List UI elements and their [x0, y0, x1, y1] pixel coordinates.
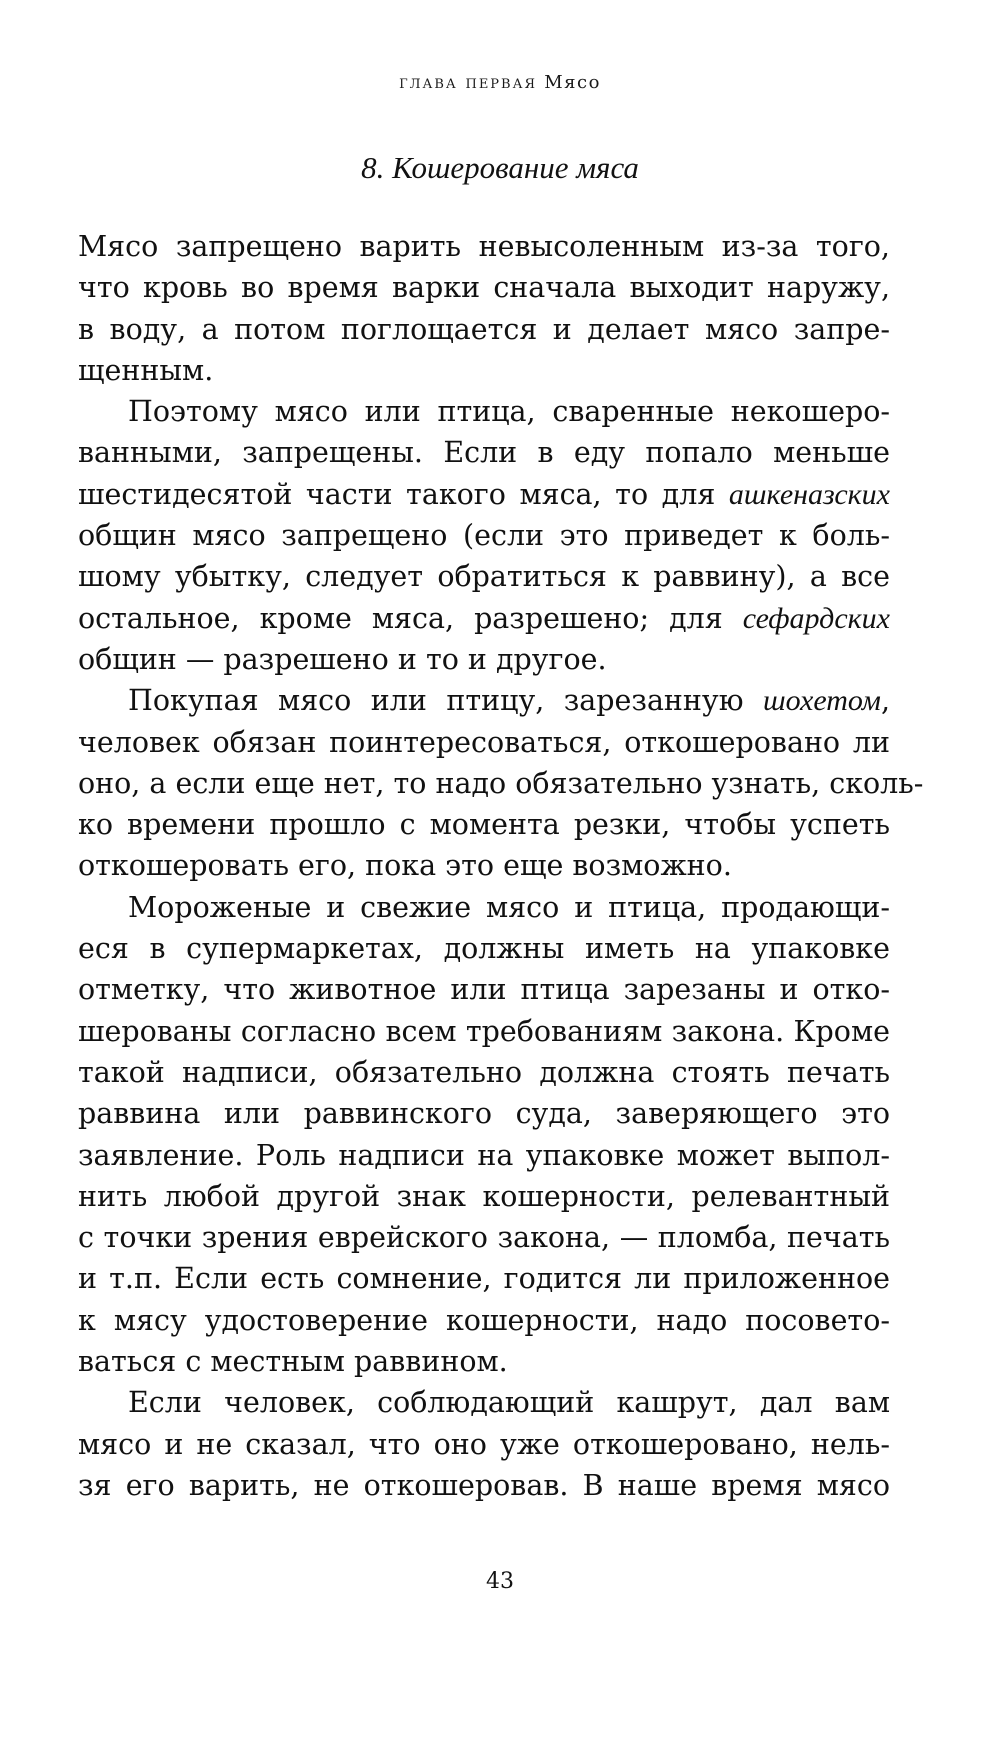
paragraph-4-line-1: Мороженые и свежие мясо и птица, продающи- [128, 890, 890, 924]
paragraph-2-line-3-text: шестидесятой части такого мяса, то для [78, 477, 729, 511]
paragraph-1-line-2: что кровь во время варки сначала выходит наружу, [78, 271, 890, 305]
running-head [0, 72, 1000, 93]
paragraph-3-line-1-comma: , [880, 684, 890, 718]
paragraph-4-line-11: к мясу удостоверение кошерности, надо посовето- [78, 1303, 890, 1337]
italic-term-ashkenazi: ашкеназских [728, 477, 890, 511]
section-title: 8. Кошерование мяса [361, 150, 639, 185]
italic-term-shochet: шохетом [762, 684, 881, 718]
paragraph-2-line-5: шому убытку, следует обратиться к раввину), а все [78, 560, 890, 594]
running-head-chapter-title: Мясо [544, 72, 601, 93]
paragraph-5-line-1: Если человек, соблюдающий кашрут, дал вам [128, 1386, 890, 1420]
paragraph-3-line-4: ко времени прошло с момента резки, чтобы успеть [78, 808, 890, 842]
paragraph-1-line-1: Мясо запрещено варить невысоленным из-за того, [78, 230, 890, 263]
paragraph-2-line-1: Поэтому мясо или птица, сваренные некошеро- [128, 395, 890, 429]
body-text [78, 226, 924, 1506]
italic-term-sephardi: сефардских [742, 601, 890, 635]
paragraph-2-line-4: общин мясо запрещено (если это приведет к боль- [78, 519, 890, 553]
paragraph-2-line-7: общин — разрешено и то и другое. [78, 642, 607, 676]
paragraph-1-line-3: в воду, а потом поглощается и делает мясо запре- [78, 312, 890, 346]
paragraph-3-line-5: откошеровать его, пока это еще возможно. [78, 849, 732, 883]
paragraph-4-line-3: отметку, что животное или птица зарезаны и отко- [78, 973, 890, 1007]
paragraph-4-line-10: и т.п. Если есть сомнение, годится ли приложенное [78, 1262, 890, 1296]
paragraph-1-line-4: щенным. [78, 353, 214, 387]
paragraph-5-line-3: зя его варить, не откошеровав. В наше время мясо [78, 1468, 890, 1502]
paragraph-4-line-4: шерованы согласно всем требованиям закона. Кроме [78, 1014, 890, 1048]
paragraph-4-line-12: ваться с местным раввином. [78, 1345, 508, 1379]
running-head-chapter-label: глава первая [399, 72, 537, 93]
paragraph-4-line-6: раввина или раввинского суда, заверяющего это [78, 1097, 890, 1131]
paragraph-2-line-2: ванными, запрещены. Если в еду попало меньше [78, 436, 890, 470]
paragraph-3-line-1-text: Покупая мясо или птицу, зарезанную [128, 684, 763, 718]
paragraph-3-line-2: человек обязан поинтересоваться, откошеровано ли [78, 725, 890, 759]
paragraph-4-line-9: с точки зрения еврейского закона, — пломба, печать [78, 1221, 890, 1255]
paragraph-2-line-3 [78, 474, 890, 515]
paragraph-5-line-2: мясо и не сказал, что оно уже откошеровано, нель- [78, 1427, 890, 1461]
paragraph-2-line-6-text: остальное, кроме мяса, разрешено; для [78, 601, 743, 635]
paragraph-4-line-7: заявление. Роль надписи на упаковке может выпол- [78, 1138, 890, 1172]
paragraph-3-line-1 [78, 680, 890, 721]
paragraph-4-line-2: еся в супермаркетах, должны иметь на упаковке [78, 932, 890, 966]
page-number: 43 [486, 1569, 514, 1594]
paragraph-3-line-3: оно, а если еще нет, то надо обязательно узнать, сколь- [78, 766, 924, 800]
paragraph-2-line-6 [78, 598, 890, 639]
paragraph-4-line-5: такой надписи, обязательно должна стоять печать [78, 1055, 890, 1089]
paragraph-4-line-8: нить любой другой знак кошерности, релевантный [78, 1179, 890, 1213]
